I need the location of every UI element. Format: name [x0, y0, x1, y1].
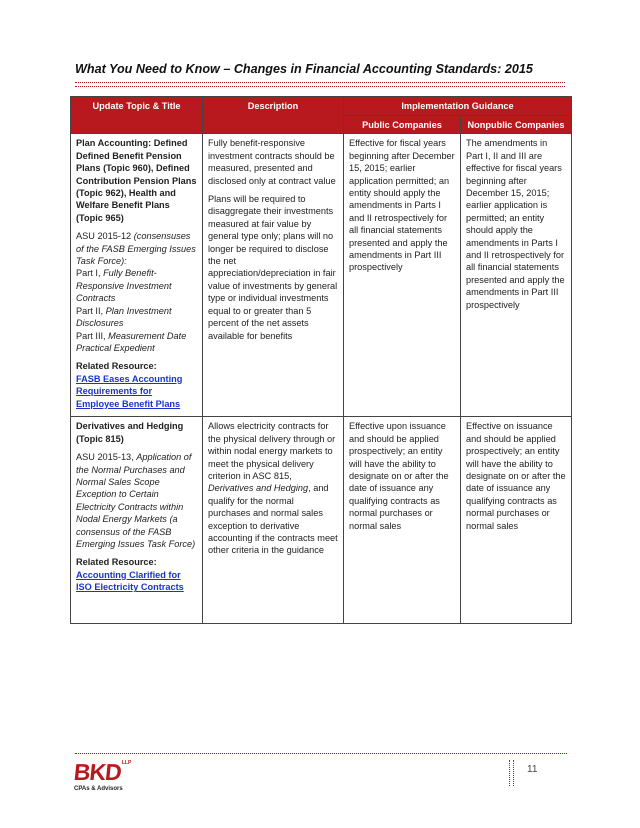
table-row: [71, 134, 572, 417]
asu-title: Application of the Normal Purchases and Normal Sales Scope Exception to Certain Electricity Contracts within Nodal Energy Markets (a consensus of the FASB Emerging Issues Task Force): [76, 452, 196, 550]
part-2: [76, 305, 197, 330]
asu-title: (consensuses of the FASB Emerging Issues Task Force):: [76, 231, 196, 267]
description-cell: [203, 417, 344, 624]
title-divider: [75, 82, 565, 83]
description-cell: [203, 134, 344, 417]
topic-cell: [71, 417, 203, 624]
public-companies-cell: Effective for fiscal years beginning after December 15, 2015; earlier application permitted; an entity should apply the amendments in Parts I and II retrospectively for all financial statements presented and apply the amendments in Part III prospectively: [344, 134, 461, 417]
part-title: Measurement Date Practical Expedient: [76, 330, 187, 353]
page-number: 11: [527, 764, 538, 775]
asu-number: ASU 2015-13,: [76, 452, 137, 463]
description-italic-text: Derivatives and Hedging: [208, 483, 309, 494]
related-resource-link[interactable]: Accounting Clarified for ISO Electricity Contracts: [76, 569, 184, 593]
footer-dotted-separator: [513, 760, 514, 786]
footer-divider: [75, 753, 567, 754]
part-3: [76, 330, 197, 355]
description-text: Allows electricity contracts for the physical delivery through or within nodal energy markets to meet the physical delivery criterion in ASC 815,: [208, 421, 336, 482]
topic-title: Derivatives and Hedging (Topic 815): [76, 421, 184, 444]
description-text: , and qualify for the normal purchases and normal sales exception to derivative accounting if the contracts meet other criteria in the guidance: [208, 483, 338, 556]
part-title: Plan Investment Disclosures: [76, 305, 172, 329]
part-title: Fully Benefit-Responsive Investment Contracts: [76, 268, 172, 304]
header-update-topic: Update Topic & Title: [71, 97, 203, 134]
header-public-companies: Public Companies: [344, 116, 461, 134]
asu-reference: [76, 451, 197, 550]
header-description: Description: [203, 97, 344, 134]
description-paragraph: Fully benefit-responsive investment contracts should be measured, presented and disclosed only at contract value: [208, 138, 336, 186]
asu-number: ASU 2015-12: [76, 231, 134, 242]
public-companies-cell: Effective upon issuance and should be applied prospectively; an entity will have the ability to designate on or after the date of issuance any qualifying contracts as normal purchases or normal sales: [344, 417, 461, 624]
description-paragraph: Plans will be required to disaggregate their investments measured at fair value by general type only; plans will no longer be required to disclose the net appreciation/depreciation in fair value of investments by general type or individual investments equal to or greater than 5 percent of the net assets available for benefits: [208, 194, 338, 341]
part-1: [76, 267, 197, 304]
page-title: What You Need to Know – Changes in Financial Accounting Standards: 2015: [75, 62, 533, 76]
nonpublic-companies-cell: The amendments in Part I, II and III are effective for fiscal years beginning after December 15, 2015; earlier application is permitted; an entity should apply the amendments in Parts I and II retrospectively for all financial statements presented and apply the amendments in Part III prospectively: [461, 134, 572, 417]
part-label: Part I,: [76, 268, 104, 279]
part-label: Part III,: [76, 330, 109, 341]
related-resource-label: Related Resource:: [76, 361, 157, 372]
logo-mark: BKD: [72, 759, 123, 785]
topic-cell: [71, 134, 203, 417]
table-row: [71, 417, 572, 624]
related-resource-link[interactable]: FASB Eases Accounting Requirements for Employee Benefit Plans: [76, 373, 183, 409]
related-resource-label: Related Resource:: [76, 557, 157, 568]
logo-tagline: CPAs & Advisors: [74, 786, 123, 792]
header-implementation-guidance: Implementation Guidance: [344, 97, 572, 116]
footer-dotted-separator: [509, 760, 510, 786]
asu-reference: [76, 230, 197, 267]
header-nonpublic-companies: Nonpublic Companies: [461, 116, 572, 134]
topic-title: Plan Accounting: Defined Defined Benefit Pension Plans (Topic 960), Defined Contribution Pension Plans (Topic 962), Health and Welfare Benefit Plans (Topic 965): [76, 138, 197, 223]
title-divider-secondary: [75, 86, 565, 87]
accounting-standards-table: [70, 96, 572, 624]
bkd-logo: [74, 760, 134, 796]
nonpublic-companies-cell: Effective on issuance and should be applied prospectively; an entity will have the ability to designate on or after the date of issuance any qualifying contracts as normal purchases or normal sales: [461, 417, 572, 624]
logo-llp: LLP: [121, 760, 132, 766]
part-label: Part II,: [76, 305, 106, 316]
